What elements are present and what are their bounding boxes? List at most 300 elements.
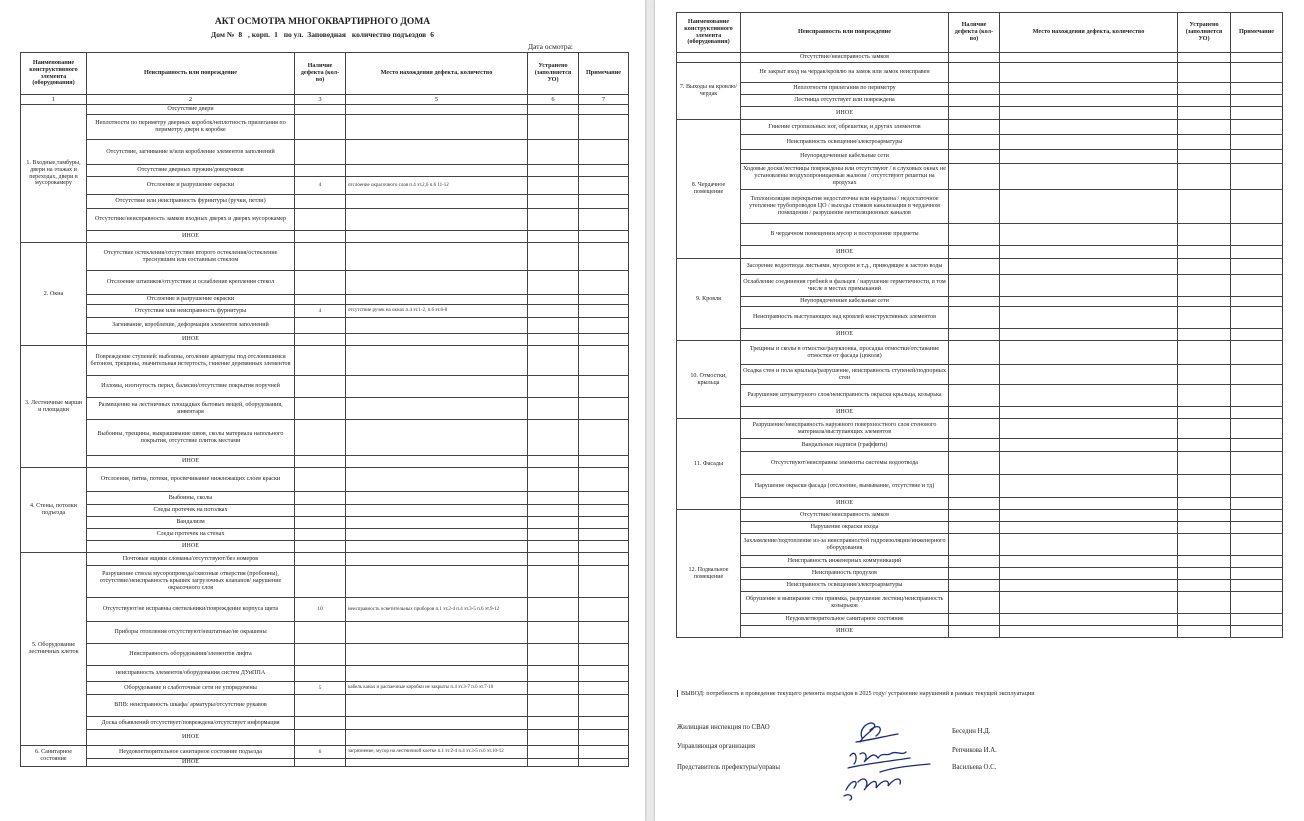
defect-count-cell: 6	[295, 746, 346, 759]
defect-location-cell	[1000, 580, 1178, 592]
table-row	[677, 83, 1283, 95]
note-cell	[579, 177, 629, 195]
defect-cell: ИНОЕ	[741, 498, 949, 510]
table-row	[21, 644, 629, 666]
house-number: 8	[238, 30, 243, 39]
defect-location-cell	[346, 529, 528, 541]
note-cell	[579, 346, 629, 376]
note-cell	[1231, 63, 1283, 83]
defect-count-cell	[295, 505, 346, 517]
defect-cell: ИНОЕ	[741, 329, 949, 341]
defect-count-cell	[295, 566, 346, 598]
fixed-cell	[528, 746, 579, 759]
section-name: 10. Отмостки, крыльца	[677, 341, 741, 419]
defect-cell: Отсутствие/неисправность замков входных дверях и дверях мусорокамер	[87, 209, 295, 231]
defect-location-cell: кабель канал и распаечные коробки не закрыты п.4 эт.3-7 п.6 эт.7-10	[346, 682, 528, 695]
house-label: Дом №	[211, 30, 235, 39]
defect-location-cell	[1000, 275, 1178, 297]
table-row	[677, 246, 1283, 259]
fixed-cell	[1178, 419, 1231, 439]
fixed-cell	[528, 420, 579, 456]
table-row	[21, 717, 629, 730]
fixed-cell	[528, 666, 579, 682]
defect-cell: ИНОЕ	[741, 107, 949, 120]
section-name: 8. Чердачное помещение	[677, 120, 741, 259]
fixed-cell	[528, 598, 579, 622]
note-cell	[579, 566, 629, 598]
defect-count-cell	[949, 475, 1000, 498]
defect-count-cell	[295, 243, 346, 271]
defect-count-cell	[949, 297, 1000, 307]
fixed-cell	[1178, 534, 1231, 556]
defect-count-cell	[949, 120, 1000, 135]
fixed-cell	[1178, 275, 1231, 297]
defect-cell: Загнивание, коробление, деформация элементов заполнений	[87, 318, 295, 334]
note-cell	[1231, 510, 1283, 522]
defect-count-cell	[949, 259, 1000, 275]
defect-count-cell	[295, 271, 346, 295]
defect-cell: ИНОЕ	[87, 334, 295, 346]
fixed-cell	[1178, 580, 1231, 592]
note-cell	[1231, 556, 1283, 568]
column-header-defect: Неисправность или повреждение	[741, 13, 949, 53]
defect-count-cell	[949, 341, 1000, 365]
note-cell	[1231, 534, 1283, 556]
defect-count-cell	[949, 568, 1000, 580]
defect-count-cell	[295, 334, 346, 346]
table-row	[21, 105, 629, 115]
defect-location-cell	[1000, 592, 1178, 614]
fixed-cell	[1178, 592, 1231, 614]
defect-count-cell	[295, 398, 346, 420]
defect-cell: Отслоение штапиков/отсутствие и ослабление крепления стекол	[87, 271, 295, 295]
inspection-table-right	[676, 12, 1283, 638]
note-cell	[579, 271, 629, 295]
fixed-cell	[1178, 407, 1231, 419]
note-cell	[579, 517, 629, 529]
defect-cell: Отсутствие или неисправность фурнитуры (ручки, петли)	[87, 195, 295, 209]
defect-location-cell: отсутствие ручек на окнах п.4 эт.1-2, п.6 эт.6-8	[346, 305, 528, 318]
note-cell	[579, 115, 629, 140]
defect-count-cell	[295, 140, 346, 165]
defect-location-cell	[1000, 452, 1178, 475]
defect-count-cell	[949, 439, 1000, 452]
defect-location-cell	[346, 334, 528, 346]
note-cell	[579, 666, 629, 682]
note-cell	[1231, 307, 1283, 329]
table-row	[21, 666, 629, 682]
fixed-cell	[528, 305, 579, 318]
table-row	[21, 553, 629, 566]
defect-location-cell	[1000, 63, 1178, 83]
table-row	[21, 695, 629, 717]
table-row	[21, 231, 629, 243]
defect-location-cell	[1000, 329, 1178, 341]
defect-cell: Захламление/подтопление из-за неисправностей гидроизоляции/инженерного оборудования	[741, 534, 949, 556]
defect-cell: Отсутствие двери	[87, 105, 295, 115]
table-row	[677, 307, 1283, 329]
defect-count-cell	[295, 195, 346, 209]
signatory-role: Жилищная инспекция по СВАО	[677, 724, 770, 731]
note-cell	[579, 730, 629, 746]
defect-cell: Ходовые доски/лестницы повреждены или отсутствуют / в слуховых окнах не установлены воздухопроницаемые жалюзи / отсутствуют решетки на продухах	[741, 164, 949, 190]
note-cell	[1231, 329, 1283, 341]
signatory-name: Репчикова И.А.	[952, 747, 997, 754]
table-row	[21, 346, 629, 376]
defect-count-cell	[295, 695, 346, 717]
fixed-cell	[528, 295, 579, 305]
note-cell	[579, 644, 629, 666]
defect-location-cell	[1000, 135, 1178, 150]
defect-location-cell	[346, 231, 528, 243]
defect-cell: Отсутствие/неисправность замков	[741, 53, 949, 63]
table-row	[677, 452, 1283, 475]
defect-location-cell	[346, 505, 528, 517]
column-header-element: Наименование конструктивного элемента (оборудования)	[21, 53, 87, 95]
fixed-cell	[528, 195, 579, 209]
defect-cell: Следы протечек на потолках	[87, 505, 295, 517]
note-cell	[579, 468, 629, 492]
table-row	[677, 419, 1283, 439]
table-row	[21, 759, 629, 767]
entrances-count: 6	[430, 30, 434, 39]
fixed-cell	[1178, 150, 1231, 164]
note-cell	[579, 243, 629, 271]
note-cell	[1231, 259, 1283, 275]
table-row	[21, 505, 629, 517]
fixed-cell	[1178, 556, 1231, 568]
table-row	[21, 209, 629, 231]
defect-cell: Вандальные надписи (граффити)	[741, 439, 949, 452]
defect-location-cell	[346, 165, 528, 177]
table-row	[677, 135, 1283, 150]
note-cell	[579, 622, 629, 644]
defect-location-cell: неисправность осветительных приборов п.1 эт.2-4 п.4 эт.3-5 п.6 эт.9-12	[346, 598, 528, 622]
defect-location-cell	[346, 376, 528, 398]
fixed-cell	[528, 318, 579, 334]
defect-cell: Почтовые ящики сломаны/отсутствуют/без номеров	[87, 553, 295, 566]
defect-cell: Выбоины, трещины, выкрашивание швов, сколы материала напольного покрытия, отсутствие плиток местами	[87, 420, 295, 456]
note-cell	[579, 105, 629, 115]
fixed-cell	[1178, 626, 1231, 638]
fixed-cell	[1178, 307, 1231, 329]
note-cell	[579, 759, 629, 767]
note-cell	[1231, 224, 1283, 246]
defect-location-cell	[346, 209, 528, 231]
document-subtitle	[0, 30, 645, 39]
defect-location-cell	[346, 295, 528, 305]
signature-3	[844, 764, 930, 800]
defect-cell: ИНОЕ	[87, 730, 295, 746]
table-row	[677, 614, 1283, 626]
table-row	[21, 622, 629, 644]
defect-location-cell	[1000, 568, 1178, 580]
fixed-cell	[1178, 259, 1231, 275]
defect-count-cell	[949, 53, 1000, 63]
defect-cell: Изломы, изогнутость перил, балясин/отсутствие покрытия поручней	[87, 376, 295, 398]
fixed-cell	[1178, 475, 1231, 498]
defect-location-cell	[346, 553, 528, 566]
note-cell	[1231, 592, 1283, 614]
fixed-cell	[1178, 614, 1231, 626]
table-row	[677, 439, 1283, 452]
defect-cell: Отсутствие/неисправность замков	[741, 510, 949, 522]
note-cell	[1231, 407, 1283, 419]
note-cell	[579, 695, 629, 717]
defect-cell: Следы протечек на стенах	[87, 529, 295, 541]
defect-location-cell	[1000, 259, 1178, 275]
defect-location-cell: отслоение окрасочного слоя п.4 эт.2,6 п.6 11-12	[346, 177, 528, 195]
fixed-cell	[528, 492, 579, 505]
note-cell	[1231, 150, 1283, 164]
defect-cell: ИНОЕ	[87, 231, 295, 243]
table-row	[677, 164, 1283, 190]
korpus-label: , корп.	[247, 30, 271, 39]
table-row	[677, 224, 1283, 246]
defect-count-cell	[949, 190, 1000, 224]
defect-count-cell	[295, 456, 346, 468]
table-row	[677, 475, 1283, 498]
table-row	[677, 341, 1283, 365]
defect-location-cell	[346, 456, 528, 468]
note-cell	[1231, 365, 1283, 385]
table-row	[677, 592, 1283, 614]
defect-count-cell	[949, 63, 1000, 83]
fixed-cell	[528, 505, 579, 517]
table-row	[677, 556, 1283, 568]
inspection-date-label: Дата осмотра:	[528, 42, 574, 51]
defect-location-cell	[346, 420, 528, 456]
defect-count-cell	[949, 419, 1000, 439]
fixed-cell	[1178, 385, 1231, 407]
fixed-cell	[528, 541, 579, 553]
table-header-row	[21, 53, 629, 95]
defect-location-cell	[346, 398, 528, 420]
defect-location-cell	[346, 730, 528, 746]
note-cell	[1231, 452, 1283, 475]
defect-count-cell	[949, 365, 1000, 385]
section-name: 7. Выходы на кровлю/чердак	[677, 63, 741, 120]
defect-cell: Отсутствие или неисправность фурнитуры	[87, 305, 295, 318]
note-cell	[579, 305, 629, 318]
section-name: 9. Кровля	[677, 259, 741, 341]
fixed-cell	[528, 398, 579, 420]
signatory-role: Представитель префектуры/управы	[677, 764, 780, 771]
table-row	[21, 566, 629, 598]
defect-count-cell	[949, 83, 1000, 95]
defect-location-cell	[1000, 83, 1178, 95]
defect-location-cell	[1000, 190, 1178, 224]
column-header-presence: Наличие дефекта (кол-во)	[295, 53, 346, 95]
fixed-cell	[1178, 135, 1231, 150]
defect-cell: ИНОЕ	[87, 456, 295, 468]
defect-cell: Трещины и сколы в отмостке/разуклонка, просадка отмостки/отставание отмостки от фасада (цоколя)	[741, 341, 949, 365]
defect-cell: Неудовлетворительное санитарное состояние подъезда	[87, 746, 295, 759]
note-cell	[579, 165, 629, 177]
signatory-name: Беседин Н.Д.	[952, 728, 991, 735]
note-cell	[579, 209, 629, 231]
table-row	[21, 730, 629, 746]
street-name: Заповедная	[307, 30, 346, 39]
fixed-cell	[1178, 329, 1231, 341]
table-row	[21, 271, 629, 295]
note-cell	[1231, 580, 1283, 592]
defect-count-cell	[295, 541, 346, 553]
defect-location-cell	[1000, 475, 1178, 498]
defect-cell: ВПВ: неисправность шкафа/ арматуры/отсутствие рукавов	[87, 695, 295, 717]
note-cell	[579, 140, 629, 165]
fixed-cell	[1178, 224, 1231, 246]
note-cell	[579, 598, 629, 622]
defect-count-cell	[949, 246, 1000, 259]
table-row	[677, 53, 1283, 63]
defect-location-cell	[346, 346, 528, 376]
defect-location-cell	[346, 140, 528, 165]
defect-count-cell	[949, 614, 1000, 626]
table-row	[677, 150, 1283, 164]
table-row	[21, 243, 629, 271]
defect-cell: Неисправность инженерных коммуникаций	[741, 556, 949, 568]
defect-location-cell	[1000, 246, 1178, 259]
defect-location-cell	[1000, 614, 1178, 626]
fixed-cell	[1178, 107, 1231, 120]
defect-cell: Ослабление соединения гребней и фальцев / нарушение герметичности, в том числе в местах примыканий	[741, 275, 949, 297]
defect-cell: Нарушение окраски входа	[741, 522, 949, 534]
fixed-cell	[528, 334, 579, 346]
defect-location-cell	[1000, 419, 1178, 439]
table-row	[21, 140, 629, 165]
fixed-cell	[528, 376, 579, 398]
fixed-cell	[1178, 63, 1231, 83]
defect-count-cell	[949, 329, 1000, 341]
note-cell	[579, 420, 629, 456]
fixed-cell	[1178, 510, 1231, 522]
note-cell	[1231, 568, 1283, 580]
note-cell	[579, 505, 629, 517]
note-cell	[579, 492, 629, 505]
column-header-note: Примечание	[579, 53, 629, 95]
note-cell	[1231, 297, 1283, 307]
fixed-cell	[528, 456, 579, 468]
table-row	[21, 682, 629, 695]
fixed-cell	[1178, 190, 1231, 224]
defect-count-cell	[949, 275, 1000, 297]
column-number: 1	[21, 95, 87, 105]
section-name: 2. Окна	[21, 243, 87, 346]
defect-cell: Неплотности прилегания по периметру	[741, 83, 949, 95]
fixed-cell	[1178, 246, 1231, 259]
note-cell	[1231, 419, 1283, 439]
defect-cell: Засорение водоотвода листьями, мусором и т.д., приводящее к застою воды	[741, 259, 949, 275]
fixed-cell	[1178, 53, 1231, 63]
defect-cell: Оборудование и слаботочные сети не упорядочены	[87, 682, 295, 695]
defect-count-cell	[949, 407, 1000, 419]
defect-cell: ИНОЕ	[741, 246, 949, 259]
note-cell	[1231, 164, 1283, 190]
table-row	[21, 468, 629, 492]
section-name: 11. Фасады	[677, 419, 741, 510]
defect-count-cell	[295, 717, 346, 730]
defect-cell: Отсутствие дверных пружин/доводчиков	[87, 165, 295, 177]
section-name: 1. Входные,тамбуры, двери на этажах и переходах, двери в мусорокамеру	[21, 105, 87, 243]
defect-cell: Доска объявлений отсутствует/повреждена/отсутствует информация	[87, 717, 295, 730]
defect-count-cell	[949, 224, 1000, 246]
defect-location-cell	[1000, 120, 1178, 135]
defect-location-cell	[1000, 626, 1178, 638]
defect-location-cell	[1000, 224, 1178, 246]
defect-count-cell	[295, 295, 346, 305]
fixed-cell	[528, 717, 579, 730]
defect-cell: Не закрыт вход на чердак/кровлю на замок или замок неисправен	[741, 63, 949, 83]
fixed-cell	[1178, 164, 1231, 190]
defect-location-cell	[346, 666, 528, 682]
signatory-name: Васильева О.С.	[952, 764, 997, 771]
table-row	[21, 398, 629, 420]
note-cell	[579, 746, 629, 759]
defect-location-cell	[346, 115, 528, 140]
defect-location-cell	[1000, 150, 1178, 164]
table-row	[21, 456, 629, 468]
note-cell	[1231, 522, 1283, 534]
fixed-cell	[528, 622, 579, 644]
table-row	[677, 385, 1283, 407]
defect-location-cell	[346, 271, 528, 295]
defect-count-cell: 4	[295, 305, 346, 318]
defect-cell: Неупорядоченные кабельные сети	[741, 150, 949, 164]
defect-cell: Отслоения, пятна, потеки, просвечивание нижлежащих слоев краски	[87, 468, 295, 492]
signature-2	[848, 752, 910, 768]
section-name: 3. Лестничные марши и площадки	[21, 346, 87, 468]
table-row	[21, 305, 629, 318]
fixed-cell	[528, 105, 579, 115]
defect-cell: Лестница отсутствует или повреждена	[741, 95, 949, 107]
table-row	[21, 541, 629, 553]
defect-location-cell	[1000, 107, 1178, 120]
defect-count-cell	[295, 105, 346, 115]
defect-cell: неисправность элементов/оборудования систем ДУиППА	[87, 666, 295, 682]
defect-location-cell	[346, 105, 528, 115]
table-row	[677, 365, 1283, 385]
defect-count-cell	[949, 150, 1000, 164]
note-cell	[579, 456, 629, 468]
fixed-cell	[1178, 498, 1231, 510]
defect-location-cell	[1000, 439, 1178, 452]
fixed-cell	[528, 346, 579, 376]
table-row	[21, 165, 629, 177]
note-cell	[579, 398, 629, 420]
table-row	[677, 510, 1283, 522]
column-number: 7	[579, 95, 629, 105]
note-cell	[1231, 626, 1283, 638]
defect-count-cell	[949, 164, 1000, 190]
defect-cell: Отсутствуют/неисправны элементы системы водоотвода	[741, 452, 949, 475]
fixed-cell	[528, 644, 579, 666]
table-row	[677, 407, 1283, 419]
defect-count-cell	[949, 307, 1000, 329]
defect-cell: Теплоизоляция перекрытия недостаточна или нарушена / недостаточное утепление трубопроводов ЦО / выходы стояков канализации в чердачном помещении / разрушение вентиляционных каналов	[741, 190, 949, 224]
defect-count-cell	[295, 759, 346, 767]
note-cell	[1231, 275, 1283, 297]
defect-count-cell	[949, 592, 1000, 614]
defect-location-cell	[1000, 307, 1178, 329]
column-number: 5	[346, 95, 528, 105]
defect-count-cell: 4	[295, 177, 346, 195]
defect-cell: Неудовлетворительное санитарное состояние	[741, 614, 949, 626]
note-cell	[1231, 107, 1283, 120]
defect-cell: Неупорядоченные кабельные сети	[741, 297, 949, 307]
defect-location-cell	[1000, 498, 1178, 510]
defect-count-cell	[295, 666, 346, 682]
